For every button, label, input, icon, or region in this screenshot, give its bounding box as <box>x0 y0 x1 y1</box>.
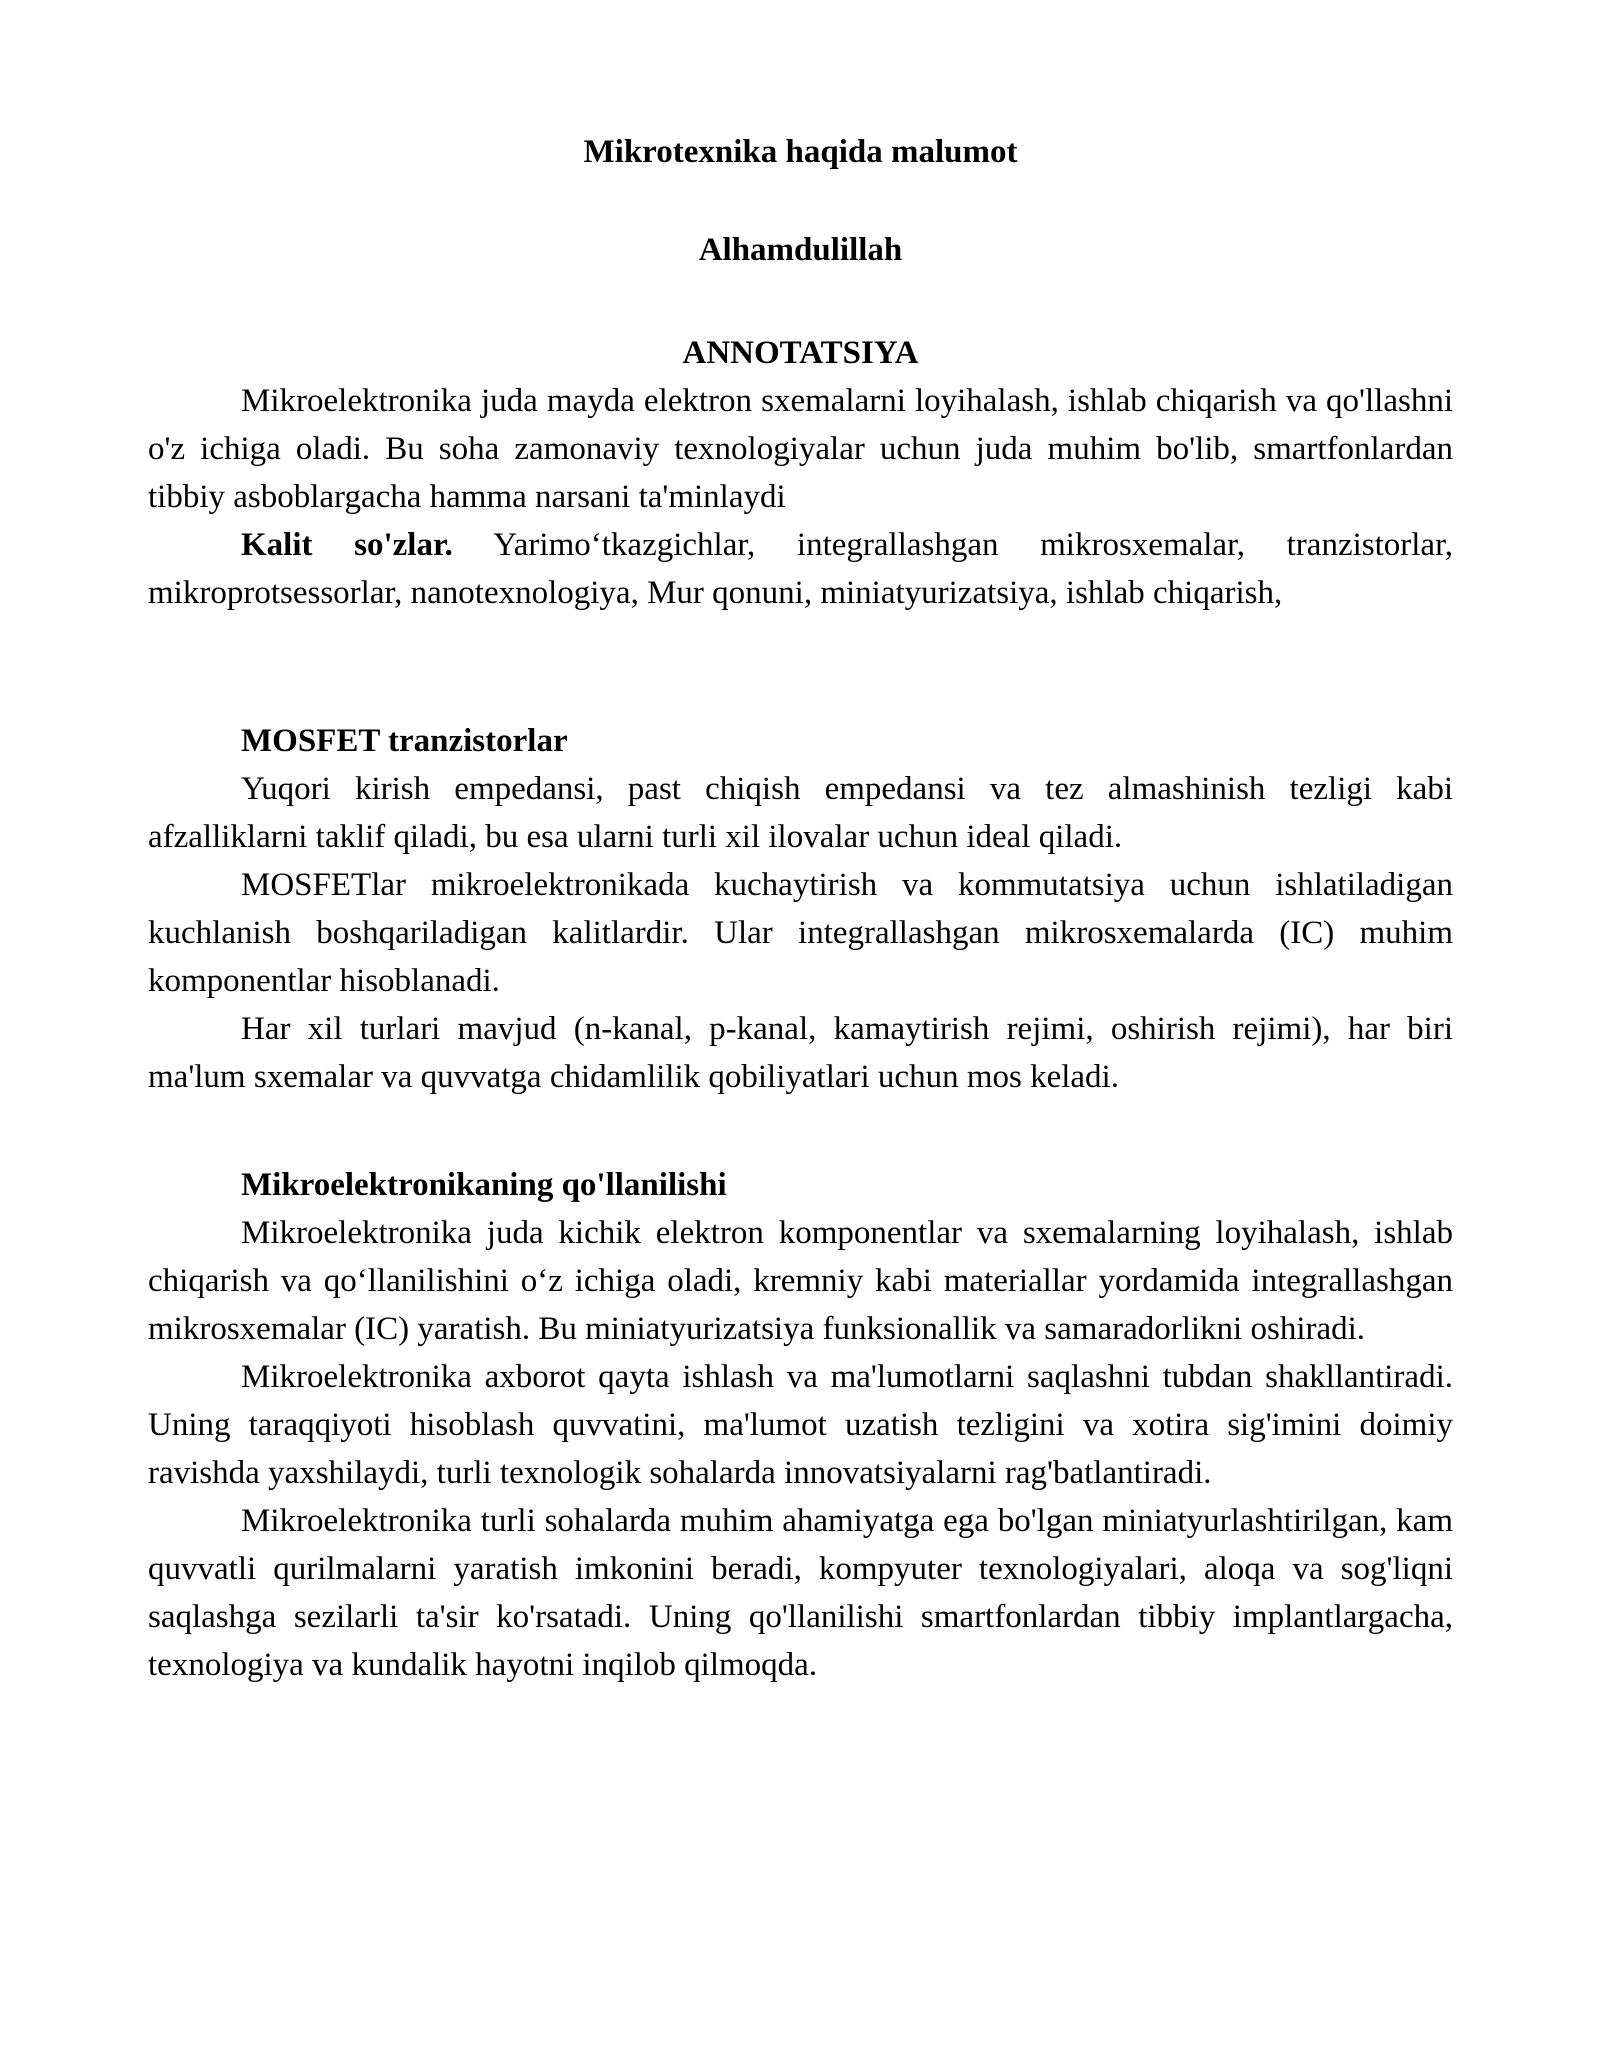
section-paragraph: Yuqori kirish empedansi, past chiqish empedansi va tez almashinish tezligi kabi afzalliklarni taklif qiladi, bu esa ularni turli xil ilovalar uchun ideal qiladi. <box>148 771 1453 855</box>
keywords-paragraph <box>148 521 1453 617</box>
section-heading-applications: Mikroelektronikaning qo'llanilishi <box>241 1167 727 1203</box>
section-paragraph: Har xil turlari mavjud (n-kanal, p-kanal, kamaytirish rejimi, oshirish rejimi), har biri ma'lum sxemalar va quvvatga chidamlilik qobiliyatlari uchun mos keladi. <box>148 1011 1453 1095</box>
document-title: Mikrotexnika haqida malumot <box>583 134 1018 170</box>
section-paragraph: Mikroelektronika axborot qayta ishlash va ma'lumotlarni saqlashni tubdan shakllantiradi. Uning taraqqiyoti hisoblash quvvatini, ma'lumot uzatish tezligini va xotira sig'imini doimiy ravishda yaxshilaydi, turli texnologik sohalarda innovatsiyalarni rag'batlantiradi. <box>148 1359 1453 1491</box>
section-heading-mosfet: MOSFET tranzistorlar <box>241 723 568 759</box>
section-paragraph: MOSFETlar mikroelektronikada kuchaytirish va kommutatsiya uchun ishlatiladigan kuchlanish boshqariladigan kalitlardir. Ular integrallashgan mikrosxemalarda (IC) muhim komponentlar hisoblanadi. <box>148 867 1453 999</box>
keywords-label: Kalit so'zlar. <box>241 527 453 563</box>
document-subtitle: Alhamdulillah <box>698 232 903 268</box>
keywords-text: Yarimoʻtkazgichlar, integrallashgan mikrosxemalar, tranzistorlar, mikroprotsessorlar, nanotexnologiya, Mur qonuni, miniatyurizatsiya, ishlab chiqarish, <box>148 527 1453 611</box>
annotation-paragraph: Mikroelektronika juda mayda elektron sxemalarni loyihalash, ishlab chiqarish va qo'llashni o'z ichiga oladi. Bu soha zamonaviy texnologiyalar uchun juda muhim bo'lib, smartfonlardan tibbiy asboblargacha hamma narsani ta'minlaydi <box>148 383 1453 515</box>
document-content <box>148 128 1453 1689</box>
section-paragraph: Mikroelektronika juda kichik elektron komponentlar va sxemalarning loyihalash, ishlab chiqarish va qoʻllanilishini oʻz ichiga oladi, kremniy kabi materiallar yordamida integrallashgan mikrosxemalar (IC) yaratish. Bu miniatyurizatsiya funksionallik va samaradorlikni oshiradi. <box>148 1215 1453 1347</box>
annotation-heading: ANNOTATSIYA <box>682 335 919 371</box>
section-paragraph: Mikroelektronika turli sohalarda muhim ahamiyatga ega bo'lgan miniatyurlashtirilgan, kam quvvatli qurilmalarni yaratish imkonini beradi, kompyuter texnologiyalari, aloqa va sog'liqni saqlashga sezilarli ta'sir ko'rsatadi. Uning qo'llanilishi smartfonlardan tibbiy implantlargacha, texnologiya va kundalik hayotni inqilob qilmoqda. <box>148 1503 1453 1683</box>
